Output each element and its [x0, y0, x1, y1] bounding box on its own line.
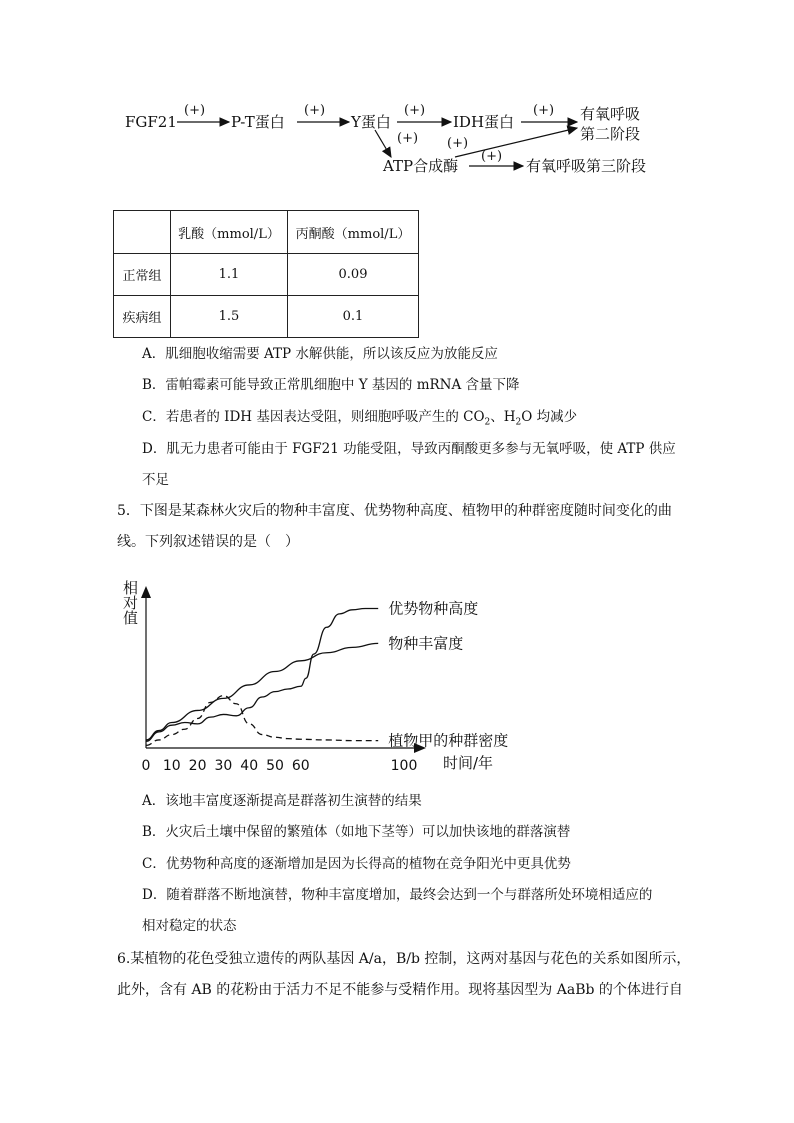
- node-fgf21: FGF21: [125, 113, 177, 131]
- node-idh-protein: IDH蛋白: [453, 113, 515, 131]
- plus-label-6: (+): [447, 136, 469, 151]
- q4-option-c-pre: C．若患者的 IDH 基因表达受阻，则细胞呼吸产生的 CO: [142, 409, 485, 425]
- y-axis-arrow: [141, 586, 151, 598]
- y-axis-label-line: 相对值: [121, 580, 139, 625]
- table-cell: 0.1: [288, 296, 419, 338]
- plus-label-7: (+): [481, 149, 503, 164]
- arrow-y-atp: [375, 130, 391, 157]
- pathway-diagram: [0, 0, 794, 200]
- q6-stem-line1: 6.某植物的花色受独立遗传的两队基因 A/a，B/b 控制，这两对基因与花色的关系如图所示，: [117, 951, 691, 967]
- node-atp-synthase: ATP合成酶: [383, 157, 459, 175]
- table-cell: 1.1: [171, 254, 288, 296]
- plus-label-1: (+): [184, 103, 206, 118]
- table-cell: 1.5: [171, 296, 288, 338]
- succession-line-chart: [100, 560, 560, 780]
- q5-option-d-line2: 相对稳定的状态: [142, 918, 237, 934]
- q4-option-c: [142, 407, 577, 433]
- node-pt-protein: P-T蛋白: [231, 113, 285, 131]
- node-aero-stage2-line1: 有氧呼吸: [580, 105, 641, 123]
- series-line-0: [146, 608, 378, 741]
- x-tick-label: 40: [240, 758, 259, 774]
- plus-label-5: (+): [397, 131, 419, 146]
- x-tick-label: 50: [266, 758, 284, 774]
- q4-option-b: B．雷帕霉素可能导致正常肌细胞中 Y 基因的 mRNA 含量下降: [142, 377, 520, 393]
- table-header-row: [114, 211, 419, 254]
- series-label-0: 优势物种高度: [388, 599, 479, 618]
- q4-option-d-line1: D．肌无力患者可能由于 FGF21 功能受阻，导致丙酮酸更多参与无氧呼吸，使 ATP 供应: [142, 441, 676, 457]
- plus-label-4: (+): [533, 103, 555, 118]
- table-header-cell: [114, 211, 171, 254]
- series-label-1: 物种丰富度: [388, 634, 464, 653]
- x-axis-label: 时间/年: [443, 754, 494, 772]
- x-tick-label: 30: [214, 758, 233, 774]
- table-cell: 0.09: [288, 254, 419, 296]
- q5-stem-line1: 5．下图是某森林火灾后的物种丰富度、优势物种高度、植物甲的种群密度随时间变化的曲: [117, 503, 672, 519]
- plus-label-3: (+): [404, 103, 426, 118]
- node-y-protein: Y蛋白: [351, 113, 391, 131]
- q4-option-c-sub2: 2: [515, 417, 522, 428]
- q5-option-b: B．火灾后土壤中保留的繁殖体（如地下茎等）可以加快该地的群落演替: [142, 824, 571, 840]
- series-line-1: [146, 643, 378, 740]
- table-header-cell: 丙酮酸（mmol/L）: [288, 211, 419, 254]
- q4-option-c-sub1: 2: [484, 417, 491, 428]
- x-tick-label: 100: [390, 758, 418, 774]
- q5-option-d-line1: D．随着群落不断地演替，物种丰富度增加，最终会达到一个与群落所处环境相适应的: [142, 887, 653, 903]
- plus-label-2: (+): [304, 103, 326, 118]
- q4-option-d-line2: 不足: [142, 472, 169, 488]
- q4-option-c-mid: 、H: [490, 409, 516, 425]
- series-label-2: 植物甲的种群密度: [388, 731, 509, 750]
- data-table: [113, 210, 419, 338]
- q5-stem-line2: 线。下列叙述错误的是（ ）: [117, 534, 299, 550]
- x-tick-label: 20: [188, 758, 207, 774]
- q5-option-a: A．该地丰富度逐渐提高是群落初生演替的结果: [142, 793, 422, 809]
- x-tick-label: 0: [141, 758, 151, 774]
- q4-option-c-post: O 均减少: [521, 409, 578, 425]
- table-row: [114, 254, 419, 296]
- q4-option-a: A．肌细胞收缩需要 ATP 水解供能，所以该反应为放能反应: [142, 346, 498, 362]
- table-header-cell: 乳酸（mmol/L）: [171, 211, 288, 254]
- q6-stem-line2: 此外，含有 AB 的花粉由于活力不足不能参与受精作用。现将基因型为 AaBb 的个体进行自: [117, 982, 683, 998]
- table-cell: 疾病组: [114, 296, 171, 338]
- node-aero-stage3: 有氧呼吸第三阶段: [526, 157, 647, 175]
- x-tick-label: 10: [162, 758, 181, 774]
- x-tick-label: 60: [291, 758, 310, 774]
- table-row: [114, 296, 419, 338]
- node-aero-stage2-line2: 第二阶段: [580, 125, 641, 143]
- table-cell: 正常组: [114, 254, 171, 296]
- q5-option-c: C．优势物种高度的逐渐增加是因为长得高的植物在竞争阳光中更具优势: [142, 856, 571, 872]
- arrow-atp-aero2: [455, 128, 577, 157]
